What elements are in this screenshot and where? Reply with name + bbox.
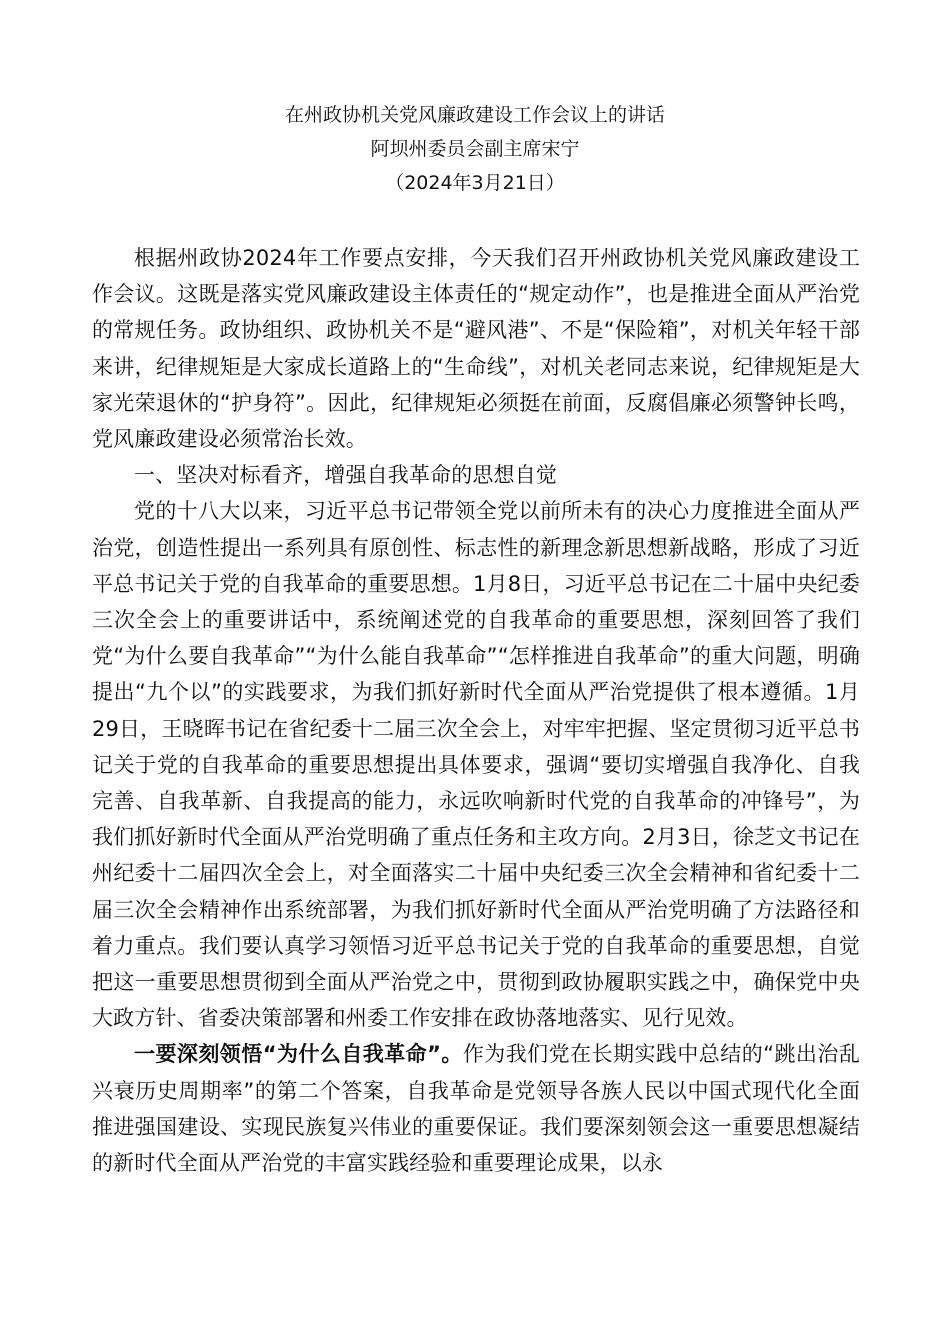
paragraph-point-1 — [92, 1036, 860, 1181]
document-body — [92, 240, 860, 1181]
paragraph-section-1: 党的十八大以来，习近平总书记带领全党以前所未有的决心力度推进全面从严治党，创造性提出一系列具有原创性、标志性的新理念新思想新战略，形成了习近平总书记关于党的自我革命的重要思想。1月8日，习近平总书记在二十届中央纪委三次全会上的重要讲话中，系统阐述党的自我革命的重要思想，深刻回答了我们党“为什么要自我革命”“为什么能自我革命”“怎样推进自我革命”的重大问题，明确提出“九个以”的实践要求，为我们抓好新时代全面从严治党提供了根本遵循。1月29日，王晓晖书记在省纪委十二届三次全会上，对牢牢把握、坚定贯彻习近平总书记关于党的自我革命的重要思想提出具体要求，强调“要切实增强自我净化、自我完善、自我革新、自我提高的能力，永远吹响新时代党的自我革命的冲锋号”，为我们抓好新时代全面从严治党明确了重点任务和主攻方向。2月3日，徐芝文书记在州纪委十二届四次全会上，对全面落实二十届中央纪委三次全会精神和省纪委十二届三次全会精神作出系统部署，为我们抓好新时代全面从严治党明确了方法路径和着力重点。我们要认真学习领悟习近平总书记关于党的自我革命的重要思想，自觉把这一重要思想贯彻到全面从严治党之中，贯彻到政协履职实践之中，确保党中央大政方针、省委决策部署和州委工作安排在政协落地落实、见行见效。 — [92, 499, 860, 1031]
point-1-lead: 一要深刻领悟“为什么自我革命”。 — [134, 1042, 463, 1067]
document-header — [0, 98, 950, 200]
date-line: （2024年3月21日） — [385, 172, 565, 194]
speaker-line: 阿坝州委员会副主席宋宁 — [370, 138, 580, 160]
point-1-text: 作为我们党在长期实践中总结的“跳出治乱兴衰历史周期率”的第二个答案，自我革命是党领导各族人民以中国式现代化全面推进强国建设、实现民族复兴伟业的重要保证。我们要深刻领会这一重要思想凝结的新时代全面从严治党的丰富实践经验和重要理论成果，以永 — [92, 1042, 860, 1176]
document-title: 在州政协机关党风廉政建设工作会议上的讲话 — [284, 104, 665, 126]
paragraph-intro: 根据州政协2024年工作要点安排，今天我们召开州政协机关党风廉政建设工作会议。这既是落实党风廉政建设主体责任的“规定动作”，也是推进全面从严治党的常规任务。政协组织、政协机关不是“避风港”、不是“保险箱”，对机关年轻干部来讲，纪律规矩是大家成长道路上的“生命线”，对机关老同志来说，纪律规矩是大家光荣退休的“护身符”。因此，纪律规矩必须挺在前面，反腐倡廉必须警钟长鸣，党风廉政建设必须常治长效。 — [92, 246, 860, 452]
section-heading-1: 一、坚决对标看齐，增强自我革命的思想自觉 — [134, 463, 557, 488]
